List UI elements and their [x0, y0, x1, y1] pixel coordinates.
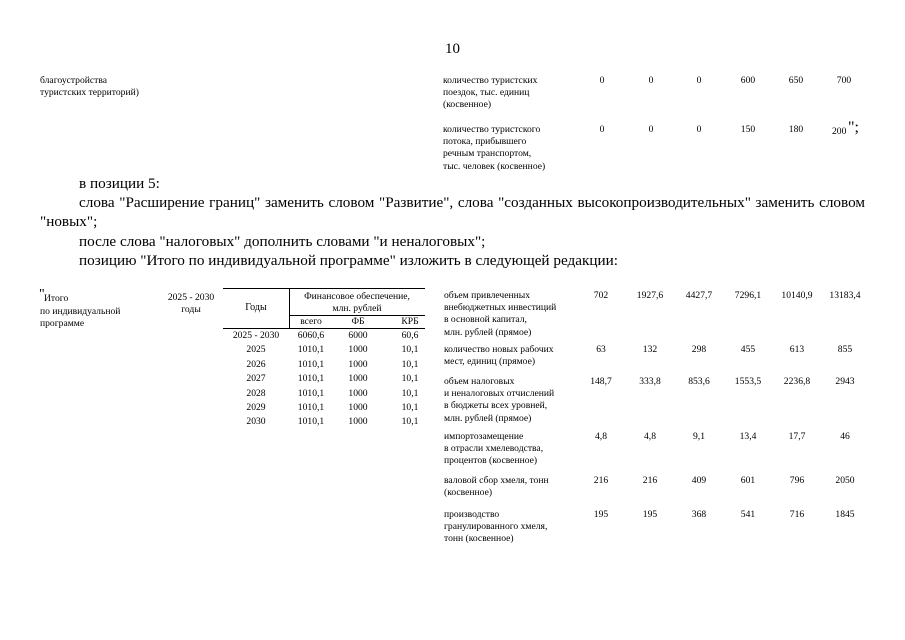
indicator-value: 1845 — [835, 509, 855, 520]
top-indicator-line: потока, прибывшего — [443, 136, 527, 148]
finance-value: 1010,1 — [297, 387, 325, 399]
indicator-value: 10140,9 — [781, 290, 813, 301]
indicator-label-line: мест, единиц (прямое) — [444, 356, 536, 368]
finance-value: 1010,1 — [297, 373, 325, 385]
top-indicator-line: поездок, тыс. единиц — [443, 87, 530, 99]
finance-header — [289, 291, 425, 315]
sub-header: ФБ — [351, 316, 365, 327]
finance-header-line: млн. рублей — [332, 303, 382, 315]
period — [160, 292, 222, 316]
finance-value: 10,1 — [401, 373, 419, 385]
total-title-line: Итого — [44, 293, 69, 304]
indicator-value: 716 — [789, 509, 805, 520]
top-left-line: туристских территорий) — [40, 87, 139, 99]
finance-value: 1010,1 — [297, 416, 325, 428]
finance-value: 1000 — [348, 373, 368, 385]
top-left-line: благоустройства — [40, 75, 108, 86]
indicator-label — [444, 431, 543, 468]
period-line: годы — [181, 304, 201, 316]
finance-value: 1000 — [348, 402, 368, 413]
paragraph: слова "Расширение границ" заменить словом "Развитие", слова "созданных высокопроизводительных" заменить словом — [79, 194, 865, 211]
indicator-value: 702 — [593, 290, 609, 301]
indicator-label-line: объем налоговых — [444, 376, 515, 387]
top-left-text — [40, 75, 139, 99]
paragraph: "новых"; — [40, 213, 98, 230]
top-value: 0 — [648, 75, 654, 86]
indicator-value: 1927,6 — [636, 290, 664, 301]
indicator-value: 298 — [691, 344, 707, 355]
indicator-value: 132 — [642, 344, 658, 355]
paragraph: позицию "Итого по индивидуальной программе" изложить в следующей редакции: — [79, 252, 618, 269]
top-value: 0 — [599, 124, 605, 135]
finance-value: 10,1 — [401, 358, 419, 370]
paragraph: в позиции 5: — [79, 175, 160, 192]
indicator-label-line: (косвенное) — [444, 487, 493, 499]
indicator-label — [444, 376, 554, 425]
finance-value: 10,1 — [401, 344, 419, 356]
finance-year: 2029 — [246, 402, 266, 413]
total-title-rest — [40, 306, 120, 330]
top-value: 0 — [599, 75, 605, 86]
indicator-value: 4,8 — [595, 431, 607, 442]
indicator-label — [444, 475, 549, 499]
finance-value: 10,1 — [401, 402, 419, 413]
indicator-label-line: количество новых рабочих — [444, 344, 554, 355]
finance-value: 10,1 — [401, 416, 419, 428]
indicator-value: 4427,7 — [685, 290, 713, 301]
total-title-line: программе — [40, 318, 85, 330]
indicator-label-line: в бюджеты всех уровней, — [444, 400, 548, 412]
indicator-label-line: в основной капитал, — [444, 314, 527, 326]
indicator-label-line: млн. рублей (прямое) — [444, 326, 532, 338]
indicator-label-line: в отрасли хмелеводства, — [444, 443, 544, 455]
indicator-value: 601 — [740, 475, 756, 486]
indicator-label-line: валовой сбор хмеля, тонн — [444, 475, 549, 486]
indicator-label-line: процентов (косвенное) — [444, 455, 538, 467]
top-indicator-line: речным транспортом, — [443, 148, 532, 160]
page-number: 10 — [445, 41, 460, 57]
indicator-label-line: производство — [444, 509, 500, 520]
indicator-label-line: гранулированного хмеля, — [444, 521, 548, 533]
indicator-label — [444, 290, 556, 339]
top-indicator-line: количество туристских — [443, 75, 538, 86]
indicator-value: 13183,4 — [829, 290, 861, 301]
finance-value: 1010,1 — [297, 344, 325, 356]
indicator-value: 195 — [642, 509, 658, 520]
finance-value: 1010,1 — [297, 358, 325, 370]
indicator-value: 7296,1 — [734, 290, 762, 301]
top-indicator — [443, 75, 537, 112]
indicator-value: 855 — [837, 344, 853, 355]
indicator-value: 541 — [740, 509, 756, 520]
top-value: 180 — [788, 124, 804, 135]
finance-value: 1000 — [348, 344, 368, 356]
indicator-value: 2236,8 — [783, 376, 811, 387]
indicator-value: 409 — [691, 475, 707, 486]
finance-value: 6060,6 — [297, 330, 325, 341]
indicator-value: 333,8 — [639, 376, 661, 387]
table-rule — [223, 288, 425, 289]
indicator-value: 455 — [740, 344, 756, 355]
indicator-value: 368 — [691, 509, 707, 520]
finance-value: 1010,1 — [297, 402, 325, 413]
indicator-label-line: внебюджетных инвестиций — [444, 302, 557, 314]
top-indicator-line: тыс. человек (косвенное) — [443, 160, 546, 172]
closing-quote: "; — [848, 119, 859, 136]
finance-value: 1000 — [348, 358, 368, 370]
finance-year: 2027 — [246, 373, 266, 385]
finance-value: 1000 — [348, 387, 368, 399]
indicator-value: 1553,5 — [734, 376, 762, 387]
indicator-value: 613 — [789, 344, 805, 355]
top-value: 0 — [648, 124, 654, 135]
finance-year: 2026 — [246, 358, 266, 370]
indicator-value: 13,4 — [739, 431, 757, 442]
finance-value: 6000 — [348, 330, 368, 341]
indicator-value: 46 — [840, 431, 850, 442]
indicator-value: 2943 — [835, 376, 855, 387]
indicator-value: 148,7 — [590, 376, 612, 387]
indicator-label-line: тонн (косвенное) — [444, 533, 514, 545]
indicator-label — [444, 509, 547, 546]
period-line: 2025 - 2030 — [167, 292, 215, 303]
finance-year: 2028 — [246, 387, 266, 399]
years-header: Годы — [245, 302, 267, 313]
finance-year: 2025 — [246, 344, 266, 356]
indicator-label-line: импортозамещение — [444, 431, 524, 442]
top-value: 200 — [832, 126, 847, 137]
paragraph: после слова "налоговых" дополнить словами "и неналоговых"; — [79, 233, 486, 250]
top-indicator-line: количество туристского — [443, 124, 541, 135]
indicator-value: 4,8 — [644, 431, 656, 442]
indicator-value: 853,6 — [688, 376, 710, 387]
top-value: 0 — [696, 124, 702, 135]
finance-value: 60,6 — [401, 330, 419, 341]
indicator-value: 9,1 — [693, 431, 705, 442]
finance-value: 10,1 — [401, 387, 419, 399]
indicator-value: 63 — [596, 344, 606, 355]
indicator-label-line: млн. рублей (прямое) — [444, 412, 532, 424]
sub-header: всего — [300, 316, 322, 327]
finance-value: 1000 — [348, 416, 368, 428]
top-indicator-line: (косвенное) — [443, 99, 492, 111]
sub-header: КРБ — [401, 316, 419, 327]
indicator-value: 216 — [642, 475, 658, 486]
total-title — [44, 293, 68, 305]
indicator-value: 2050 — [835, 475, 855, 486]
total-title-line: по индивидуальной — [40, 306, 121, 317]
indicator-value: 216 — [593, 475, 609, 486]
top-value: 650 — [788, 75, 804, 86]
finance-year: 2030 — [246, 416, 266, 428]
indicator-value: 195 — [593, 509, 609, 520]
top-value: 600 — [740, 75, 756, 86]
indicator-label — [444, 344, 554, 368]
top-value: 150 — [740, 124, 756, 135]
top-value: 0 — [696, 75, 702, 86]
open-quote: " — [39, 287, 45, 302]
indicator-label-line: и неналоговых отчислений — [444, 388, 555, 400]
top-value: 700 — [836, 75, 852, 86]
finance-year: 2025 - 2030 — [232, 330, 280, 341]
indicator-label-line: объем привлеченных — [444, 290, 530, 301]
top-indicator — [443, 124, 545, 173]
indicator-value: 796 — [789, 475, 805, 486]
indicator-value: 17,7 — [788, 431, 806, 442]
finance-header-line: Финансовое обеспечение, — [304, 291, 410, 302]
